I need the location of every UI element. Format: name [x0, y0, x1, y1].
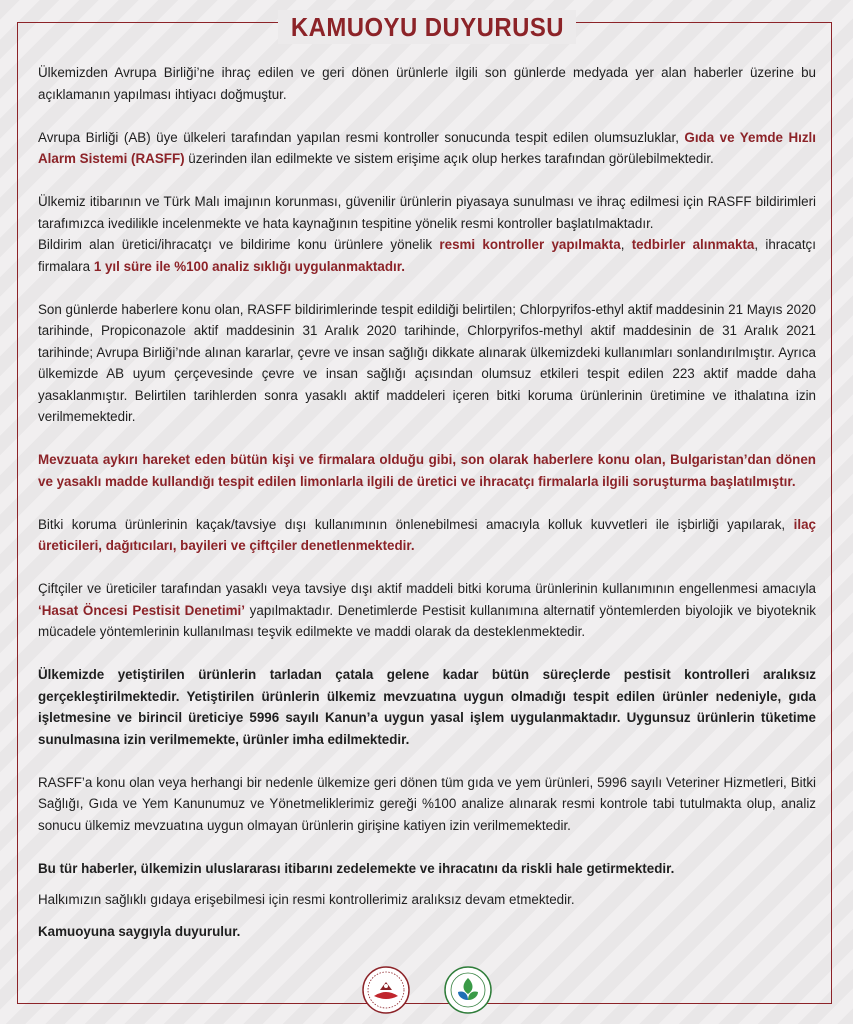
title-banner	[278, 10, 576, 44]
highlight-preharvest: ‘Hasat Öncesi Pestisit Denetimi’	[38, 602, 245, 618]
paragraph-reputation: Ülkemiz itibarının ve Türk Malı imajının korunması, güvenilir ürünlerin piyasaya sunulması ve ihraç edilmesi için RASFF bildirimleri tarafımızca ivedilikle incelenmekte ve hata kaynağının tespitine yönelik resmi kontroller başlatılmaktadır.	[38, 194, 816, 231]
highlight-controls: resmi kontroller yapılmakta	[439, 237, 621, 252]
logo-row	[0, 966, 853, 1016]
food-control-seal-icon	[444, 966, 492, 1014]
highlight-analysis: 1 yıl süre ile %100 analiz sıklığı uygulanmaktadır.	[93, 258, 405, 274]
paragraph-rasff: Avrupa Birliği (AB) üye ülkeleri tarafından yapılan resmi kontroller sonucunda tespit edilen olumsuzluklar, Gıda ve Yemde Hızlı Alarm Sistemi (RASFF) üzerinden ilan edilmekte ve sistem erişime açık olup herkes tarafından görülebilmektedir.	[38, 129, 816, 166]
highlight-inspection: ilaç üreticileri, dağıtıcıları, bayileri ve çiftçiler denetlenmektedir.	[38, 516, 816, 553]
paragraph-active-substances: Son günlerde haberlere konu olan, RASFF bildirimlerinde tespit edildiği belirtilen; Chlorpyrifos-ethyl aktif maddesinin 21 Mayıs 2020 tarihinde, Propiconazole aktif maddesinin 31 Aralık 2020 tarihinde, Chlorpyrifos-methyl aktif maddesinin de 31 Aralık 2021 tarihinde; Avrupa Birliği’nde alınan kararlar, çevre ve insan sağlığı dikkate alınarak ülkemizdeki kullanımları sonlandırılmıştır. Ayrıca ülkemizde AB uyum çerçevesinde çevre ve insan sağlığı açısından olumsuz etkileri tespit edilen 223 aktif madde daha yasaklanmıştır. Belirtilen tarihlerden sonra yasaklı aktif maddeleri içeren bitki koruma ürünlerinin üretimine ve ithalatına izin verilmemektedir.	[38, 301, 816, 424]
paragraph-continuous-control: Halkımızın sağlıklı gıdaya erişebilmesi için resmi kontrollerimiz aralıksız devam etmektedir.	[38, 892, 575, 907]
paragraph-preharvest: Çiftçiler ve üreticiler tarafından yasaklı veya tavsiye dışı aktif maddeli bitki koruma ürünlerinin kullanımının engellenmesi amacıyla ‘Hasat Öncesi Pestisit Denetimi’ yapılmaktadır. Denetimlerde Pestisit kullanımına alternatif yöntemlerden biyolojik ve biyoteknik mücadele yöntemlerinin kullanılması teşvik edilmekte ve maddi olarak da desteklenmektedir.	[38, 581, 816, 639]
paragraph-farm-to-fork: Ülkemizde yetiştirilen ürünlerin tarladan çatala gelene kadar bütün süreçlerde pestisit kontrolleri aralıksız gerçekleştirilmektedir. Yetiştirilen ürünlerin ülkemiz mevzuatına uygun olmadığı tespit edilen ürünler nedeniyle, gıda işletmesine ve birincil üreticiye 5996 sayılı Kanun’a uygun yasal işlem uygulanmaktadır. Uygunsuz ürünlerin tüketime sunulmasına izin verilmemekte, ürünler imha edilmektedir.	[38, 667, 816, 747]
paragraph-inspection: Bitki koruma ürünlerinin kaçak/tavsiye dışı kullanımının önlenebilmesi amacıyla kolluk kuvvetleri ile işbirliği yapılarak, ilaç üreticileri, dağıtıcıları, bayileri ve çiftçiler denetlenmektedir.	[38, 516, 816, 553]
highlight-measures: tedbirler alınmakta	[631, 237, 755, 252]
paragraph-investigation: Mevzuata aykırı hareket eden bütün kişi ve firmalara olduğu gibi, son olarak haberlere konu olan, Bulgaristan’dan dönen ve yasaklı madde kullandığı tespit edilen limonlarla ilgili de üretici ve ihracatçı firmalarla ilgili soruşturma başlatılmıştır.	[38, 452, 816, 489]
announcement-body	[38, 62, 816, 964]
highlight-rasff: Gıda ve Yemde Hızlı Alarm Sistemi (RASFF)	[38, 129, 816, 166]
paragraph-returned-products: RASFF’a konu olan veya herhangi bir nedenle ülkemize geri dönen tüm gıda ve yem ürünleri, 5996 sayılı Veteriner Hizmetleri, Bitki Sağlığı, Gıda ve Yem Kanunumuz ve Yönetmeliklerimiz gereği %100 analize alınarak resmi kontrole tabi tutulmakta olup, analiz sonucu ülkemiz mevzuatına uygun olmayan ürünlerin girişine katiyen izin verilmemektedir.	[38, 774, 816, 833]
paragraph-measures: Bildirim alan üretici/ihracatçı ve bildirime konu ürünlere yönelik resmi kontroller yapılmakta, tedbirler alınmakta, ihracatçı firmalara 1 yıl süre ile %100 analiz sıklığı uygulanmaktadır.	[38, 237, 816, 274]
paragraph-closing: Kamuoyuna saygıyla duyurulur.	[38, 923, 241, 939]
ministry-seal-icon	[362, 966, 410, 1014]
paragraph-intro: Ülkemizden Avrupa Birliği’ne ihraç edilen ve geri dönen ürünlerle ilgili son günlerde medyada yer alan haberler üzerine bu açıklamanın yapılması ihtiyacı doğmuştur.	[38, 65, 816, 102]
page-title: KAMUOYU DUYURUSU	[290, 11, 564, 42]
paragraph-news-impact: Bu tür haberler, ülkemizin uluslararası itibarını zedelemekte ve ihracatını da riskli hale getirmektedir.	[38, 860, 675, 876]
